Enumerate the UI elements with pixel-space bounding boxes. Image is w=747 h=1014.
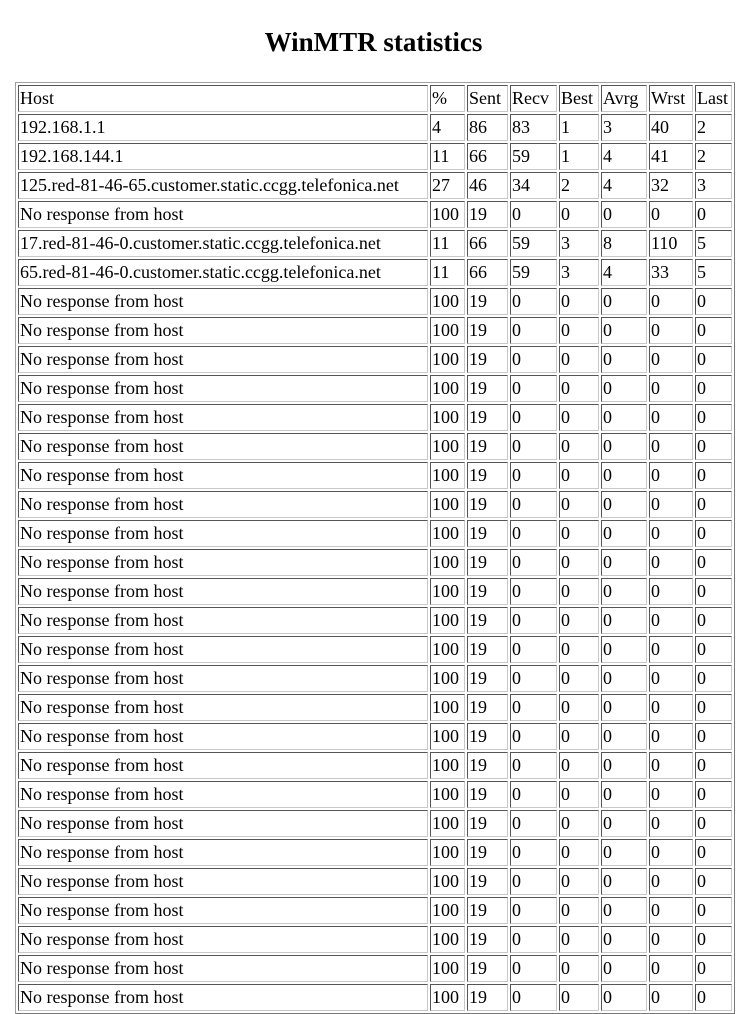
recv-cell: 0 bbox=[510, 723, 557, 750]
avrg-cell: 3 bbox=[601, 114, 647, 141]
loss-percent-cell: 100 bbox=[430, 578, 465, 605]
table-row bbox=[18, 752, 732, 779]
wrst-cell: 0 bbox=[649, 810, 693, 837]
wrst-cell: 0 bbox=[649, 317, 693, 344]
avrg-cell: 0 bbox=[601, 810, 647, 837]
best-cell: 0 bbox=[559, 288, 599, 315]
wrst-cell: 40 bbox=[649, 114, 693, 141]
avrg-cell: 8 bbox=[601, 230, 647, 257]
host-cell: No response from host bbox=[18, 433, 428, 460]
last-cell: 0 bbox=[695, 897, 732, 924]
loss-percent-cell: 100 bbox=[430, 752, 465, 779]
avrg-cell: 0 bbox=[601, 752, 647, 779]
host-cell: No response from host bbox=[18, 723, 428, 750]
last-cell: 0 bbox=[695, 665, 732, 692]
avrg-cell: 0 bbox=[601, 288, 647, 315]
wrst-cell: 0 bbox=[649, 636, 693, 663]
recv-cell: 0 bbox=[510, 375, 557, 402]
loss-percent-cell: 100 bbox=[430, 868, 465, 895]
header-host: Host bbox=[18, 85, 428, 112]
sent-cell: 19 bbox=[467, 665, 508, 692]
last-cell: 0 bbox=[695, 288, 732, 315]
host-cell: No response from host bbox=[18, 694, 428, 721]
table-row bbox=[18, 172, 732, 199]
recv-cell: 0 bbox=[510, 665, 557, 692]
avrg-cell: 4 bbox=[601, 259, 647, 286]
recv-cell: 0 bbox=[510, 462, 557, 489]
recv-cell: 0 bbox=[510, 984, 557, 1011]
avrg-cell: 0 bbox=[601, 201, 647, 228]
sent-cell: 19 bbox=[467, 404, 508, 431]
wrst-cell: 0 bbox=[649, 665, 693, 692]
table-row bbox=[18, 897, 732, 924]
host-cell: 17.red-81-46-0.customer.static.ccgg.telefonica.net bbox=[18, 230, 428, 257]
best-cell: 0 bbox=[559, 607, 599, 634]
last-cell: 0 bbox=[695, 955, 732, 982]
wrst-cell: 0 bbox=[649, 723, 693, 750]
wrst-cell: 0 bbox=[649, 781, 693, 808]
recv-cell: 59 bbox=[510, 259, 557, 286]
last-cell: 3 bbox=[695, 172, 732, 199]
last-cell: 0 bbox=[695, 752, 732, 779]
host-cell: No response from host bbox=[18, 955, 428, 982]
host-cell: No response from host bbox=[18, 665, 428, 692]
avrg-cell: 0 bbox=[601, 694, 647, 721]
loss-percent-cell: 100 bbox=[430, 955, 465, 982]
wrst-cell: 0 bbox=[649, 491, 693, 518]
sent-cell: 19 bbox=[467, 346, 508, 373]
wrst-cell: 0 bbox=[649, 694, 693, 721]
host-cell: No response from host bbox=[18, 926, 428, 953]
best-cell: 0 bbox=[559, 404, 599, 431]
last-cell: 0 bbox=[695, 810, 732, 837]
host-cell: 125.red-81-46-65.customer.static.ccgg.telefonica.net bbox=[18, 172, 428, 199]
avrg-cell: 0 bbox=[601, 520, 647, 547]
host-cell: No response from host bbox=[18, 549, 428, 576]
recv-cell: 0 bbox=[510, 433, 557, 460]
table-row bbox=[18, 665, 732, 692]
loss-percent-cell: 100 bbox=[430, 520, 465, 547]
last-cell: 5 bbox=[695, 259, 732, 286]
loss-percent-cell: 4 bbox=[430, 114, 465, 141]
header-avrg: Avrg bbox=[601, 85, 647, 112]
host-cell: No response from host bbox=[18, 404, 428, 431]
best-cell: 0 bbox=[559, 897, 599, 924]
loss-percent-cell: 100 bbox=[430, 346, 465, 373]
avrg-cell: 0 bbox=[601, 317, 647, 344]
best-cell: 3 bbox=[559, 230, 599, 257]
host-cell: No response from host bbox=[18, 897, 428, 924]
sent-cell: 86 bbox=[467, 114, 508, 141]
recv-cell: 59 bbox=[510, 230, 557, 257]
avrg-cell: 0 bbox=[601, 723, 647, 750]
best-cell: 1 bbox=[559, 143, 599, 170]
table-row bbox=[18, 462, 732, 489]
avrg-cell: 0 bbox=[601, 839, 647, 866]
sent-cell: 19 bbox=[467, 491, 508, 518]
loss-percent-cell: 100 bbox=[430, 317, 465, 344]
best-cell: 0 bbox=[559, 665, 599, 692]
sent-cell: 46 bbox=[467, 172, 508, 199]
avrg-cell: 0 bbox=[601, 607, 647, 634]
best-cell: 0 bbox=[559, 201, 599, 228]
recv-cell: 0 bbox=[510, 810, 557, 837]
avrg-cell: 0 bbox=[601, 549, 647, 576]
sent-cell: 19 bbox=[467, 723, 508, 750]
wrst-cell: 0 bbox=[649, 578, 693, 605]
wrst-cell: 0 bbox=[649, 868, 693, 895]
loss-percent-cell: 100 bbox=[430, 926, 465, 953]
sent-cell: 19 bbox=[467, 433, 508, 460]
sent-cell: 19 bbox=[467, 607, 508, 634]
best-cell: 0 bbox=[559, 433, 599, 460]
table-row bbox=[18, 520, 732, 547]
wrst-cell: 0 bbox=[649, 288, 693, 315]
host-cell: 65.red-81-46-0.customer.static.ccgg.telefonica.net bbox=[18, 259, 428, 286]
sent-cell: 19 bbox=[467, 926, 508, 953]
best-cell: 0 bbox=[559, 317, 599, 344]
sent-cell: 66 bbox=[467, 230, 508, 257]
avrg-cell: 0 bbox=[601, 665, 647, 692]
loss-percent-cell: 100 bbox=[430, 694, 465, 721]
recv-cell: 59 bbox=[510, 143, 557, 170]
sent-cell: 19 bbox=[467, 549, 508, 576]
last-cell: 0 bbox=[695, 491, 732, 518]
last-cell: 0 bbox=[695, 781, 732, 808]
table-row bbox=[18, 230, 732, 257]
best-cell: 0 bbox=[559, 839, 599, 866]
avrg-cell: 0 bbox=[601, 404, 647, 431]
avrg-cell: 0 bbox=[601, 781, 647, 808]
host-cell: No response from host bbox=[18, 491, 428, 518]
last-cell: 0 bbox=[695, 926, 732, 953]
wrst-cell: 0 bbox=[649, 897, 693, 924]
best-cell: 0 bbox=[559, 926, 599, 953]
avrg-cell: 0 bbox=[601, 984, 647, 1011]
avrg-cell: 4 bbox=[601, 143, 647, 170]
host-cell: No response from host bbox=[18, 520, 428, 547]
best-cell: 0 bbox=[559, 578, 599, 605]
wrst-cell: 0 bbox=[649, 607, 693, 634]
sent-cell: 19 bbox=[467, 462, 508, 489]
recv-cell: 0 bbox=[510, 317, 557, 344]
best-cell: 0 bbox=[559, 375, 599, 402]
last-cell: 0 bbox=[695, 868, 732, 895]
wrst-cell: 41 bbox=[649, 143, 693, 170]
last-cell: 0 bbox=[695, 520, 732, 547]
best-cell: 1 bbox=[559, 114, 599, 141]
host-cell: No response from host bbox=[18, 868, 428, 895]
table-row bbox=[18, 143, 732, 170]
last-cell: 0 bbox=[695, 433, 732, 460]
avrg-cell: 0 bbox=[601, 491, 647, 518]
last-cell: 0 bbox=[695, 404, 732, 431]
last-cell: 0 bbox=[695, 375, 732, 402]
header-wrst: Wrst bbox=[649, 85, 693, 112]
header-last: Last bbox=[695, 85, 732, 112]
host-cell: No response from host bbox=[18, 201, 428, 228]
best-cell: 0 bbox=[559, 694, 599, 721]
wrst-cell: 0 bbox=[649, 462, 693, 489]
host-cell: 192.168.144.1 bbox=[18, 143, 428, 170]
loss-percent-cell: 100 bbox=[430, 607, 465, 634]
table-row bbox=[18, 868, 732, 895]
sent-cell: 19 bbox=[467, 752, 508, 779]
sent-cell: 19 bbox=[467, 288, 508, 315]
wrst-cell: 0 bbox=[649, 752, 693, 779]
loss-percent-cell: 100 bbox=[430, 491, 465, 518]
table-row bbox=[18, 723, 732, 750]
sent-cell: 19 bbox=[467, 694, 508, 721]
avrg-cell: 0 bbox=[601, 636, 647, 663]
header-loss-percent: % bbox=[430, 85, 465, 112]
sent-cell: 19 bbox=[467, 868, 508, 895]
sent-cell: 66 bbox=[467, 143, 508, 170]
loss-percent-cell: 27 bbox=[430, 172, 465, 199]
page-title: WinMTR statistics bbox=[264, 27, 483, 57]
recv-cell: 0 bbox=[510, 752, 557, 779]
avrg-cell: 0 bbox=[601, 433, 647, 460]
loss-percent-cell: 100 bbox=[430, 781, 465, 808]
recv-cell: 34 bbox=[510, 172, 557, 199]
host-cell: No response from host bbox=[18, 839, 428, 866]
wrst-cell: 0 bbox=[649, 839, 693, 866]
sent-cell: 19 bbox=[467, 839, 508, 866]
last-cell: 0 bbox=[695, 346, 732, 373]
sent-cell: 19 bbox=[467, 810, 508, 837]
sent-cell: 66 bbox=[467, 259, 508, 286]
loss-percent-cell: 100 bbox=[430, 462, 465, 489]
table-row bbox=[18, 114, 732, 141]
host-cell: No response from host bbox=[18, 578, 428, 605]
loss-percent-cell: 100 bbox=[430, 636, 465, 663]
last-cell: 0 bbox=[695, 607, 732, 634]
host-cell: No response from host bbox=[18, 462, 428, 489]
last-cell: 0 bbox=[695, 636, 732, 663]
recv-cell: 0 bbox=[510, 201, 557, 228]
wrst-cell: 110 bbox=[649, 230, 693, 257]
avrg-cell: 0 bbox=[601, 926, 647, 953]
table-row bbox=[18, 288, 732, 315]
avrg-cell: 0 bbox=[601, 375, 647, 402]
table-row bbox=[18, 375, 732, 402]
wrst-cell: 0 bbox=[649, 201, 693, 228]
loss-percent-cell: 11 bbox=[430, 230, 465, 257]
wrst-cell: 32 bbox=[649, 172, 693, 199]
loss-percent-cell: 100 bbox=[430, 433, 465, 460]
last-cell: 0 bbox=[695, 578, 732, 605]
header-best: Best bbox=[559, 85, 599, 112]
avrg-cell: 0 bbox=[601, 578, 647, 605]
table-row bbox=[18, 317, 732, 344]
sent-cell: 19 bbox=[467, 955, 508, 982]
sent-cell: 19 bbox=[467, 201, 508, 228]
recv-cell: 0 bbox=[510, 897, 557, 924]
best-cell: 0 bbox=[559, 549, 599, 576]
loss-percent-cell: 100 bbox=[430, 723, 465, 750]
best-cell: 0 bbox=[559, 636, 599, 663]
header-sent: Sent bbox=[467, 85, 508, 112]
wrst-cell: 0 bbox=[649, 375, 693, 402]
loss-percent-cell: 100 bbox=[430, 665, 465, 692]
avrg-cell: 0 bbox=[601, 897, 647, 924]
table-header-row bbox=[18, 85, 732, 112]
best-cell: 0 bbox=[559, 520, 599, 547]
table-row bbox=[18, 955, 732, 982]
host-cell: No response from host bbox=[18, 375, 428, 402]
host-cell: 192.168.1.1 bbox=[18, 114, 428, 141]
last-cell: 2 bbox=[695, 114, 732, 141]
recv-cell: 0 bbox=[510, 578, 557, 605]
best-cell: 0 bbox=[559, 491, 599, 518]
sent-cell: 19 bbox=[467, 984, 508, 1011]
loss-percent-cell: 100 bbox=[430, 288, 465, 315]
recv-cell: 0 bbox=[510, 491, 557, 518]
wrst-cell: 0 bbox=[649, 926, 693, 953]
host-cell: No response from host bbox=[18, 636, 428, 663]
table-row bbox=[18, 404, 732, 431]
recv-cell: 0 bbox=[510, 839, 557, 866]
best-cell: 0 bbox=[559, 462, 599, 489]
wrst-cell: 0 bbox=[649, 549, 693, 576]
recv-cell: 83 bbox=[510, 114, 557, 141]
table-row bbox=[18, 259, 732, 286]
host-cell: No response from host bbox=[18, 317, 428, 344]
table-row bbox=[18, 636, 732, 663]
table-row bbox=[18, 810, 732, 837]
last-cell: 0 bbox=[695, 694, 732, 721]
recv-cell: 0 bbox=[510, 636, 557, 663]
loss-percent-cell: 11 bbox=[430, 259, 465, 286]
avrg-cell: 0 bbox=[601, 346, 647, 373]
loss-percent-cell: 100 bbox=[430, 839, 465, 866]
best-cell: 0 bbox=[559, 810, 599, 837]
recv-cell: 0 bbox=[510, 520, 557, 547]
recv-cell: 0 bbox=[510, 607, 557, 634]
recv-cell: 0 bbox=[510, 955, 557, 982]
recv-cell: 0 bbox=[510, 549, 557, 576]
sent-cell: 19 bbox=[467, 317, 508, 344]
avrg-cell: 0 bbox=[601, 955, 647, 982]
loss-percent-cell: 100 bbox=[430, 810, 465, 837]
table-row bbox=[18, 607, 732, 634]
loss-percent-cell: 11 bbox=[430, 143, 465, 170]
recv-cell: 0 bbox=[510, 781, 557, 808]
table-row bbox=[18, 346, 732, 373]
sent-cell: 19 bbox=[467, 636, 508, 663]
table-row bbox=[18, 984, 732, 1011]
header-recv: Recv bbox=[510, 85, 557, 112]
last-cell: 5 bbox=[695, 230, 732, 257]
table-row bbox=[18, 839, 732, 866]
table-row bbox=[18, 781, 732, 808]
sent-cell: 19 bbox=[467, 897, 508, 924]
best-cell: 0 bbox=[559, 752, 599, 779]
last-cell: 0 bbox=[695, 839, 732, 866]
last-cell: 0 bbox=[695, 317, 732, 344]
best-cell: 2 bbox=[559, 172, 599, 199]
wrst-cell: 0 bbox=[649, 346, 693, 373]
statistics-table bbox=[15, 82, 735, 1014]
host-cell: No response from host bbox=[18, 346, 428, 373]
host-cell: No response from host bbox=[18, 984, 428, 1011]
last-cell: 0 bbox=[695, 201, 732, 228]
recv-cell: 0 bbox=[510, 926, 557, 953]
recv-cell: 0 bbox=[510, 288, 557, 315]
wrst-cell: 0 bbox=[649, 433, 693, 460]
last-cell: 0 bbox=[695, 984, 732, 1011]
loss-percent-cell: 100 bbox=[430, 897, 465, 924]
best-cell: 0 bbox=[559, 723, 599, 750]
sent-cell: 19 bbox=[467, 578, 508, 605]
sent-cell: 19 bbox=[467, 781, 508, 808]
last-cell: 0 bbox=[695, 462, 732, 489]
table-row bbox=[18, 491, 732, 518]
wrst-cell: 0 bbox=[649, 404, 693, 431]
recv-cell: 0 bbox=[510, 868, 557, 895]
sent-cell: 19 bbox=[467, 520, 508, 547]
last-cell: 2 bbox=[695, 143, 732, 170]
last-cell: 0 bbox=[695, 549, 732, 576]
host-cell: No response from host bbox=[18, 607, 428, 634]
host-cell: No response from host bbox=[18, 752, 428, 779]
wrst-cell: 33 bbox=[649, 259, 693, 286]
host-cell: No response from host bbox=[18, 810, 428, 837]
table-row bbox=[18, 578, 732, 605]
table-row bbox=[18, 926, 732, 953]
avrg-cell: 0 bbox=[601, 868, 647, 895]
best-cell: 0 bbox=[559, 984, 599, 1011]
recv-cell: 0 bbox=[510, 346, 557, 373]
table-row bbox=[18, 549, 732, 576]
sent-cell: 19 bbox=[467, 375, 508, 402]
best-cell: 3 bbox=[559, 259, 599, 286]
host-cell: No response from host bbox=[18, 781, 428, 808]
recv-cell: 0 bbox=[510, 404, 557, 431]
best-cell: 0 bbox=[559, 955, 599, 982]
wrst-cell: 0 bbox=[649, 984, 693, 1011]
last-cell: 0 bbox=[695, 723, 732, 750]
statistics-table-body bbox=[18, 85, 732, 1011]
wrst-cell: 0 bbox=[649, 955, 693, 982]
loss-percent-cell: 100 bbox=[430, 549, 465, 576]
wrst-cell: 0 bbox=[649, 520, 693, 547]
table-row bbox=[18, 201, 732, 228]
loss-percent-cell: 100 bbox=[430, 375, 465, 402]
best-cell: 0 bbox=[559, 868, 599, 895]
loss-percent-cell: 100 bbox=[430, 984, 465, 1011]
avrg-cell: 0 bbox=[601, 462, 647, 489]
loss-percent-cell: 100 bbox=[430, 404, 465, 431]
avrg-cell: 4 bbox=[601, 172, 647, 199]
best-cell: 0 bbox=[559, 781, 599, 808]
best-cell: 0 bbox=[559, 346, 599, 373]
recv-cell: 0 bbox=[510, 694, 557, 721]
loss-percent-cell: 100 bbox=[430, 201, 465, 228]
table-row bbox=[18, 433, 732, 460]
host-cell: No response from host bbox=[18, 288, 428, 315]
table-row bbox=[18, 694, 732, 721]
